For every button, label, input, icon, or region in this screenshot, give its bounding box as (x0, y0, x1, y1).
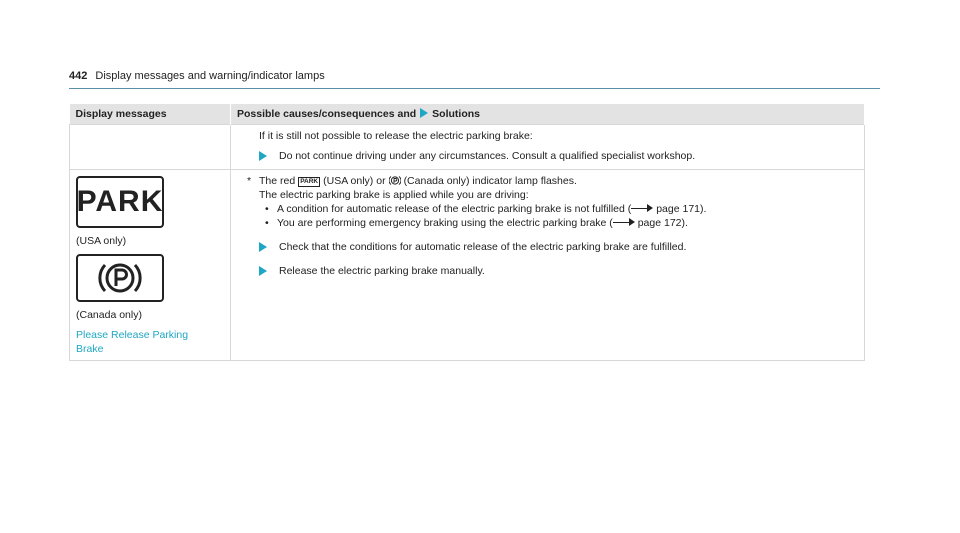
cause-line-2: The electric parking brake is applied while you are driving: (259, 189, 529, 201)
play-arrow-icon (420, 108, 428, 118)
solution-cell (231, 170, 865, 361)
page-reference-link[interactable]: page 171). (656, 203, 707, 215)
solution-step: Check that the conditions for automatic release of the electric parking brake are fulfilled. (259, 240, 858, 254)
table-header-row (70, 104, 865, 125)
play-arrow-icon (259, 266, 267, 276)
play-arrow-icon (259, 151, 267, 161)
park-mini-icon: PARK (300, 178, 319, 185)
solution-cell (231, 125, 865, 170)
column-header-display-messages: Display messages (70, 104, 231, 125)
column-header-causes: Possible causes/consequences and Solutions (231, 104, 865, 125)
table-row (70, 170, 865, 361)
page-reference-arrow-icon (631, 204, 653, 213)
parking-brake-mini-icon (389, 175, 401, 186)
page-reference-arrow-icon (613, 218, 635, 227)
solution-step: Release the electric parking brake manually. (259, 264, 858, 278)
parking-brake-p-icon (76, 254, 164, 302)
header-rule (69, 88, 880, 89)
display-message-text: Please Release Parking Brake (76, 329, 189, 355)
play-arrow-icon (259, 242, 267, 252)
message-cell (70, 170, 231, 361)
list-item: • A condition for automatic release of the electric parking brake is not fulfilled ( page 171). (265, 202, 858, 216)
page-title: Display messages and warning/indicator lamps (95, 70, 325, 82)
display-messages-table (69, 104, 865, 361)
usa-only-label: (USA only) (76, 235, 127, 247)
cause-text: If it is still not possible to release the electric parking brake: (259, 130, 533, 142)
solution-step: Do not continue driving under any circumstances. Consult a qualified specialist workshop. (259, 149, 858, 163)
canada-only-label: (Canada only) (76, 309, 142, 321)
page-number: 442 (69, 70, 88, 82)
page-reference-link[interactable]: page 172). (637, 217, 688, 229)
list-item: • You are performing emergency braking using the electric parking brake ( page 172). (265, 216, 858, 230)
table-row (70, 125, 865, 170)
page-header (69, 70, 325, 82)
park-indicator-icon: PARK (76, 176, 164, 228)
cause-line: * The red PARK (USA only) or (Canada only) indicator lamp flashes. (247, 175, 577, 187)
message-cell (70, 125, 231, 170)
